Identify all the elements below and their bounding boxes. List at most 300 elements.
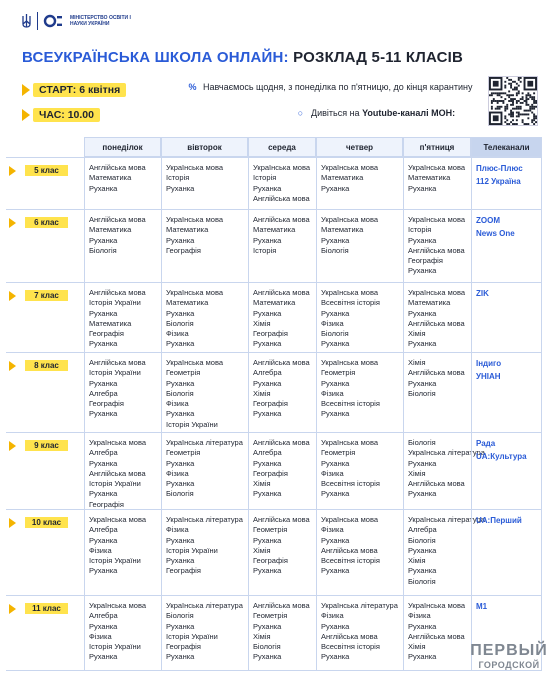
arrow-right-icon [9,166,16,176]
subject-name: Історія України [89,298,141,308]
subjects-cell [403,595,471,670]
subject-name: Українська мова [321,438,379,447]
subjects-cell [316,509,403,595]
qr-code[interactable] [488,76,538,126]
subject-name: Українська мова [321,358,379,367]
table-bottom-border [6,670,542,671]
subject-name: Руханка [408,266,437,276]
subject-name: Руханка [89,308,118,318]
subjects-cell [403,209,471,282]
info-schedule-text: Навчаємось щодня, з понеділка по п'ятницю, до кінця карантину [203,82,473,92]
subject-name: Географія [253,329,288,339]
class-label: 8 клас [25,360,68,371]
logo-divider [37,12,38,30]
subject-name: Руханка [253,339,282,349]
subject-name: Українська література [166,515,243,524]
subjects-cell [248,352,316,432]
subject-name: Руханка [89,183,118,193]
subject-name: Руханка [253,652,282,662]
channels-cell [471,209,542,282]
subject-name: Математика [321,225,364,235]
subject-name: Хімія [408,329,426,339]
subjects-cell [403,282,471,352]
class-label: 11 клас [25,603,68,614]
subjects-cell [161,595,248,670]
subject-name: Українська мова [253,163,311,172]
arrow-right-icon [9,441,16,451]
column-header-channels: Телеканали [471,137,542,157]
subject-name: Хімія [408,358,426,367]
subject-name: Англійська мова [89,163,146,172]
subject-name: Руханка [166,556,195,566]
subject-name: Англійська мова [321,631,378,641]
subject-name: Руханка [166,621,195,631]
subjects-cell [161,352,248,432]
subject-name: Англійська мова [89,288,146,297]
channels-cell [471,352,542,432]
class-marker [9,217,68,228]
subject-name: Геометрія [166,448,201,458]
subject-name: Біологія [408,388,436,398]
subject-name: Руханка [321,183,350,193]
subjects-cell [84,595,161,670]
subject-name: Математика [253,225,296,235]
mon-logo-icon [44,14,64,28]
subject-name: Алгебра [89,611,118,621]
class-label: 6 клас [25,217,68,228]
subject-name: Руханка [321,458,350,468]
subject-name: Руханка [321,308,350,318]
subject-name: Руханка [253,535,282,545]
subject-name: Руханка [408,308,437,318]
subjects-cell [248,282,316,352]
subject-name: Фізика [166,329,189,339]
subject-name: Руханка [166,479,195,489]
subject-name: Хімія [408,642,426,652]
subject-name: Біологія [166,489,194,499]
subject-name: Алгебра [253,448,282,458]
subject-name: Руханка [89,339,118,349]
subject-name: Руханка [253,183,282,193]
subject-name: Біологія [321,329,349,339]
subject-name: Руханка [253,566,282,576]
ministry-name: МІНІСТЕРСТВО ОСВІТИ І НАУКИ УКРАЇНИ [70,15,131,27]
subjects-cell [248,509,316,595]
subject-name: Фізика [89,631,112,641]
subjects-cell [161,432,248,509]
subject-name: Українська мова [166,288,224,297]
subject-name: Руханка [408,458,437,468]
subject-name: Географія [166,245,201,255]
subjects-cell [316,282,403,352]
subject-name: Історія [166,173,190,183]
subject-name: Географія [166,566,201,576]
subject-name: Українська література [166,438,243,447]
column-header-friday: п'ятниця [403,137,471,157]
channels-cell [471,282,542,352]
subject-name: Руханка [166,535,195,545]
subject-name: Руханка [321,378,350,388]
subject-name: Руханка [253,308,282,318]
class-label: 10 клас [25,517,68,528]
subject-name: Історія України [166,419,218,429]
subject-name: Українська мова [89,515,147,524]
subject-name: Руханка [253,621,282,631]
channel-name[interactable]: News One [476,228,515,238]
subject-name: Алгебра [408,525,437,535]
table-row [6,352,542,432]
subject-name: Хімія [253,545,271,555]
subject-name: Руханка [321,409,350,419]
subject-name: Руханка [321,339,350,349]
subject-name: Українська мова [89,601,147,610]
subject-name: Всесвітня історія [321,642,380,652]
subjects-cell [316,209,403,282]
subject-name: Українська мова [408,215,466,224]
subject-name: Біологія [89,245,117,255]
circle-icon: ○ [297,108,304,118]
subject-name: Руханка [408,652,437,662]
subject-name: Руханка [408,545,437,555]
subject-name: Руханка [321,535,350,545]
table-row [6,282,542,352]
column-header-thursday: четвер [316,137,403,157]
info-schedule [188,82,473,92]
class-label: 9 клас [25,440,68,451]
subject-name: Фізика [408,611,431,621]
class-label: 7 клас [25,290,68,301]
subject-name: Руханка [166,458,195,468]
subject-name: Історія України [89,368,141,378]
column-header-monday: понеділок [84,137,161,157]
subjects-cell [248,157,316,209]
info-youtube-prefix: Дивіться на [311,108,363,118]
watermark-line-1: ПЕРВЫЙ [470,642,548,659]
channel-name[interactable]: Плюс-Плюс [476,164,523,173]
subjects-cell [248,209,316,282]
subject-name: Руханка [89,652,118,662]
subject-name: Геометрія [166,368,201,378]
class-marker [9,603,68,614]
subject-name: Англійська мова [408,631,465,641]
percent-icon: % [188,82,197,92]
arrow-right-icon [9,518,16,528]
subject-name: Біологія [321,245,349,255]
class-marker [9,165,68,176]
subject-name: Англійська мова [253,215,310,224]
table-row [6,432,542,509]
channels-cell [471,157,542,209]
subjects-cell [316,157,403,209]
subject-name: Англійська мова [408,479,465,489]
arrow-right-icon [22,84,30,96]
subject-name: Англійська мова [253,438,310,447]
column-header-wednesday: середа [248,137,316,157]
subject-name: Українська література [408,448,485,458]
subject-name: Руханка [89,458,118,468]
start-badge [22,82,126,97]
subject-name: Англійська мова [89,468,146,478]
subjects-cell [316,352,403,432]
subject-name: Хімія [253,318,271,328]
subject-name: Історія [253,245,277,255]
subject-name: Англійська мова [89,215,146,224]
subject-name: Історія України [166,631,218,641]
subject-name: Руханка [408,183,437,193]
subject-name: Алгебра [89,448,118,458]
subject-name: Руханка [166,652,195,662]
subject-name: Фізика [166,399,189,409]
subject-name: Фізика [321,388,344,398]
subject-name: Руханка [89,235,118,245]
subject-name: Англійська мова [253,288,310,297]
subject-name: Руханка [253,409,282,419]
subject-name: Фізика [166,468,189,478]
arrow-right-icon [9,218,16,228]
subjects-cell [161,209,248,282]
subject-name: Географія [89,329,124,339]
subject-name: Руханка [89,621,118,631]
subjects-cell [84,209,161,282]
subject-name: Біологія [253,642,281,652]
info-youtube-text [311,108,455,118]
subject-name: Хімія [253,388,271,398]
subject-name: Всесвітня історія [321,479,380,489]
subject-name: Руханка [321,652,350,662]
arrow-right-icon [22,109,30,121]
channel-name[interactable]: Індиго [476,359,502,368]
channel-name[interactable]: ZIK [476,289,489,298]
subject-name: Англійська мова [253,358,310,367]
subject-name: Руханка [408,339,437,349]
subjects-cell [403,352,471,432]
subject-name: Географія [166,642,201,652]
subject-name: Біологія [408,438,436,447]
subject-name: Історія України [89,642,141,652]
channels-cell [471,432,542,509]
subject-name: Англійська мова [408,318,465,328]
table-row [6,209,542,282]
subjects-cell [84,157,161,209]
subject-name: Географія [253,468,288,478]
subject-name: Математика [89,225,132,235]
subject-name: Українська мова [321,163,379,172]
subject-name: Українська мова [321,515,379,524]
table-row [6,509,542,595]
subject-name: Англійська мова [253,515,310,524]
subject-name: Українська мова [408,601,466,610]
subject-name: Руханка [89,489,118,499]
subject-name: Руханка [321,235,350,245]
title-part-1: ВСЕУКРАЇНСЬКА ШКОЛА ОНЛАЙН: [22,49,289,66]
subjects-cell [84,509,161,595]
subject-name: Біологія [166,318,194,328]
subject-name: Геометрія [253,611,288,621]
subject-name: Географія [89,399,124,409]
subject-name: Руханка [89,409,118,419]
subject-name: Українська мова [408,288,466,297]
subject-name: Англійська мова [408,368,465,378]
tryzub-icon [22,13,31,29]
subject-name: Біологія [408,576,436,586]
channel-name[interactable]: UA:Перший [476,516,522,525]
subject-name: Математика [166,298,209,308]
subject-name: Англійська мова [321,545,378,555]
subject-name: Англійська мова [253,193,310,203]
table-row [6,595,542,670]
watermark-line-2: ГОРОДСКОЙ [478,660,540,670]
subject-name: Руханка [253,378,282,388]
subject-name: Математика [89,318,132,328]
table-row [6,157,542,209]
subject-name: Геометрія [253,525,288,535]
channel-name[interactable]: M1 [476,602,488,611]
subject-name: Руханка [166,409,195,419]
subject-name: Алгебра [253,368,282,378]
channels-cell [471,509,542,595]
subjects-cell [84,282,161,352]
subject-name: Математика [253,298,296,308]
subject-name: Алгебра [89,388,118,398]
subject-name: Фізика [321,611,344,621]
arrow-right-icon [9,291,16,301]
arrow-right-icon [9,361,16,371]
subject-name: Руханка [408,621,437,631]
subject-name: Фізика [89,545,112,555]
class-marker [9,290,68,301]
subject-name: Українська література [408,515,485,524]
subject-name: Історія України [89,556,141,566]
subject-name: Руханка [89,535,118,545]
subject-name: Руханка [321,489,350,499]
subject-name: Біологія [166,611,194,621]
subject-name: Алгебра [89,525,118,535]
column-header-tuesday: вівторок [161,137,248,157]
subject-name: Руханка [166,378,195,388]
class-label: 5 клас [25,165,68,176]
subjects-cell [403,432,485,509]
title-part-2: РОЗКЛАД 5-11 КЛАСІВ [288,49,464,66]
subject-name: Руханка [321,621,350,631]
subject-name: Всесвітня історія [321,556,380,566]
class-marker [9,360,68,371]
subject-name: Українська література [321,601,398,610]
subject-name: Українська мова [166,163,224,172]
info-youtube [296,108,455,118]
subject-name: Всесвітня історія [321,399,380,409]
subject-name: Англійська мова [89,358,146,367]
subject-name: Руханка [253,458,282,468]
subject-name: Українська мова [321,215,379,224]
time-badge [22,107,100,122]
subject-name: Руханка [253,489,282,499]
subject-name: Хімія [253,479,271,489]
subject-name: Руханка [408,489,437,499]
subject-name: Географія [253,399,288,409]
subject-name: Математика [408,298,451,308]
subject-name: Фізика [321,525,344,535]
channel-name[interactable]: Рада [476,439,496,448]
subject-name: Хімія [408,468,426,478]
subjects-cell [161,282,248,352]
subject-name: Українська мова [321,288,379,297]
subject-name: Історія України [166,545,218,555]
subject-name: Руханка [408,378,437,388]
subjects-cell [403,509,485,595]
subjects-cell [161,509,248,595]
subjects-cell [161,157,248,209]
time-label: ЧАС: 10.00 [33,108,100,122]
subject-name: Фізика [321,318,344,328]
subject-name: Українська мова [166,358,224,367]
page-title [22,49,463,66]
subject-name: Руханка [321,566,350,576]
subject-name: Математика [408,173,451,183]
subject-name: Біологія [408,535,436,545]
subjects-cell [248,595,316,670]
subjects-cell [248,432,316,509]
class-marker [9,440,68,451]
subject-name: Біологія [166,388,194,398]
subject-name: Руханка [253,235,282,245]
subject-name: Українська література [166,601,243,610]
subjects-cell [84,432,161,509]
subject-name: Історія [253,173,277,183]
subject-name: Географія [253,556,288,566]
subject-name: Всесвітня історія [321,298,380,308]
start-label: СТАРТ: 6 квітня [33,83,126,97]
channel-name[interactable]: 112 Україна [476,176,521,186]
subject-name: Руханка [166,339,195,349]
subjects-cell [403,157,471,209]
ministry-logo [22,12,132,30]
subject-name: Руханка [408,235,437,245]
subject-name: Руханка [166,183,195,193]
subject-name: Математика [166,225,209,235]
channel-name[interactable]: UA:Культура [476,451,527,461]
subject-name: Хімія [408,556,426,566]
subjects-cell [316,432,403,509]
subject-name: Математика [89,173,132,183]
subject-name: Історія України [89,479,141,489]
subject-name: Хімія [253,631,271,641]
subject-name: Географія [408,256,443,266]
subjects-cell [316,595,403,670]
class-marker [9,517,68,528]
subject-name: Українська мова [89,438,147,447]
subject-name: Руханка [89,566,118,576]
watermark [468,642,550,684]
subject-name: Геометрія [321,368,356,378]
subject-name: Фізика [321,468,344,478]
subjects-cell [84,352,161,432]
subject-name: Руханка [166,308,195,318]
subject-name: Руханка [408,566,437,576]
subject-name: Геометрія [321,448,356,458]
subject-name: Географія [89,499,124,509]
subject-name: Руханка [166,235,195,245]
subject-name: Фізика [166,525,189,535]
info-youtube-bold: Youtube-каналі МОН: [362,108,456,118]
channel-name[interactable]: УНІАН [476,371,501,381]
subject-name: Руханка [89,378,118,388]
subject-name: Історія [408,225,432,235]
subject-name: Українська мова [408,163,466,172]
channel-name[interactable]: ZOOM [476,216,500,225]
subject-name: Українська мова [166,215,224,224]
subject-name: Англійська мова [408,245,465,255]
subject-name: Математика [321,173,364,183]
